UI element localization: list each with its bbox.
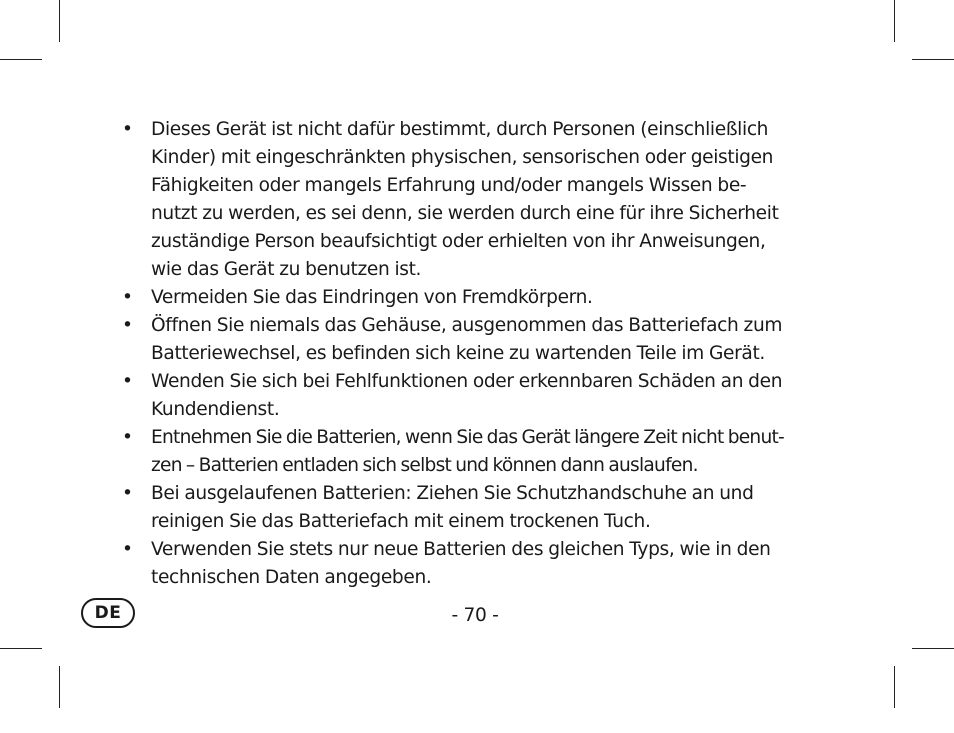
crop-mark (894, 0, 895, 42)
crop-mark (912, 648, 954, 649)
text-line: Verwenden Sie stets nur neue Batterien des gleichen Typs, wie in den (151, 539, 771, 560)
text-line: zuständige Person beaufsichtigt oder erhielten von ihr Anweisungen, (151, 231, 766, 252)
bullet-icon: • (122, 539, 133, 560)
text-line: Vermeiden Sie das Eindringen von Fremdkörpern. (151, 287, 593, 308)
bullet-icon: • (122, 287, 133, 308)
page-number: - 70 - (451, 605, 499, 626)
bullet-item-4 (118, 368, 848, 424)
text-line: technischen Daten angegeben. (151, 567, 432, 588)
bullet-icon: • (122, 315, 133, 336)
crop-mark (59, 666, 60, 708)
bullet-icon: • (122, 483, 133, 504)
crop-mark (0, 59, 42, 60)
bullet-icon: • (122, 427, 133, 448)
text-line: Fähigkeiten oder mangels Erfahrung und/oder mangels Wissen be- (151, 175, 747, 196)
text-line: Bei ausgelaufenen Batterien: Ziehen Sie Schutzhandschuhe an und (151, 483, 754, 504)
language-badge: DE (81, 598, 135, 628)
bullet-item-2 (118, 284, 848, 312)
bullet-item-1 (118, 116, 848, 284)
bullet-icon: • (122, 371, 133, 392)
crop-mark (912, 59, 954, 60)
text-line: reinigen Sie das Batteriefach mit einem trockenen Tuch. (151, 511, 651, 532)
safety-instructions (118, 116, 848, 592)
bullet-list (118, 116, 848, 592)
text-line: Kinder) mit eingeschränkten physischen, sensorischen oder geistigen (151, 147, 774, 168)
text-line: nutzt zu werden, es sei denn, sie werden durch eine für ihre Sicherheit (151, 203, 779, 224)
crop-mark (894, 666, 895, 708)
text-line: Kundendienst. (151, 399, 280, 420)
crop-mark (0, 648, 42, 649)
text-line: Batteriewechsel, es befinden sich keine zu wartenden Teile im Gerät. (151, 343, 765, 364)
bullet-item-6 (118, 480, 848, 536)
text-line: Entnehmen Sie die Batterien, wenn Sie das Gerät längere Zeit nicht benut- (151, 427, 785, 448)
bullet-icon: • (122, 119, 133, 140)
text-line: zen – Batterien entladen sich selbst und können dann auslaufen. (151, 455, 698, 476)
bullet-item-3 (118, 312, 848, 368)
text-line: Öffnen Sie niemals das Gehäuse, ausgenommen das Batteriefach zum (151, 315, 783, 336)
crop-mark (59, 0, 60, 42)
bullet-item-5 (118, 424, 848, 480)
text-line: wie das Gerät zu benutzen ist. (151, 259, 422, 280)
text-line: Wenden Sie sich bei Fehlfunktionen oder erkennbaren Schäden an den (151, 371, 783, 392)
text-line: Dieses Gerät ist nicht dafür bestimmt, durch Personen (einschließlich (151, 119, 769, 140)
bullet-item-7 (118, 536, 848, 592)
